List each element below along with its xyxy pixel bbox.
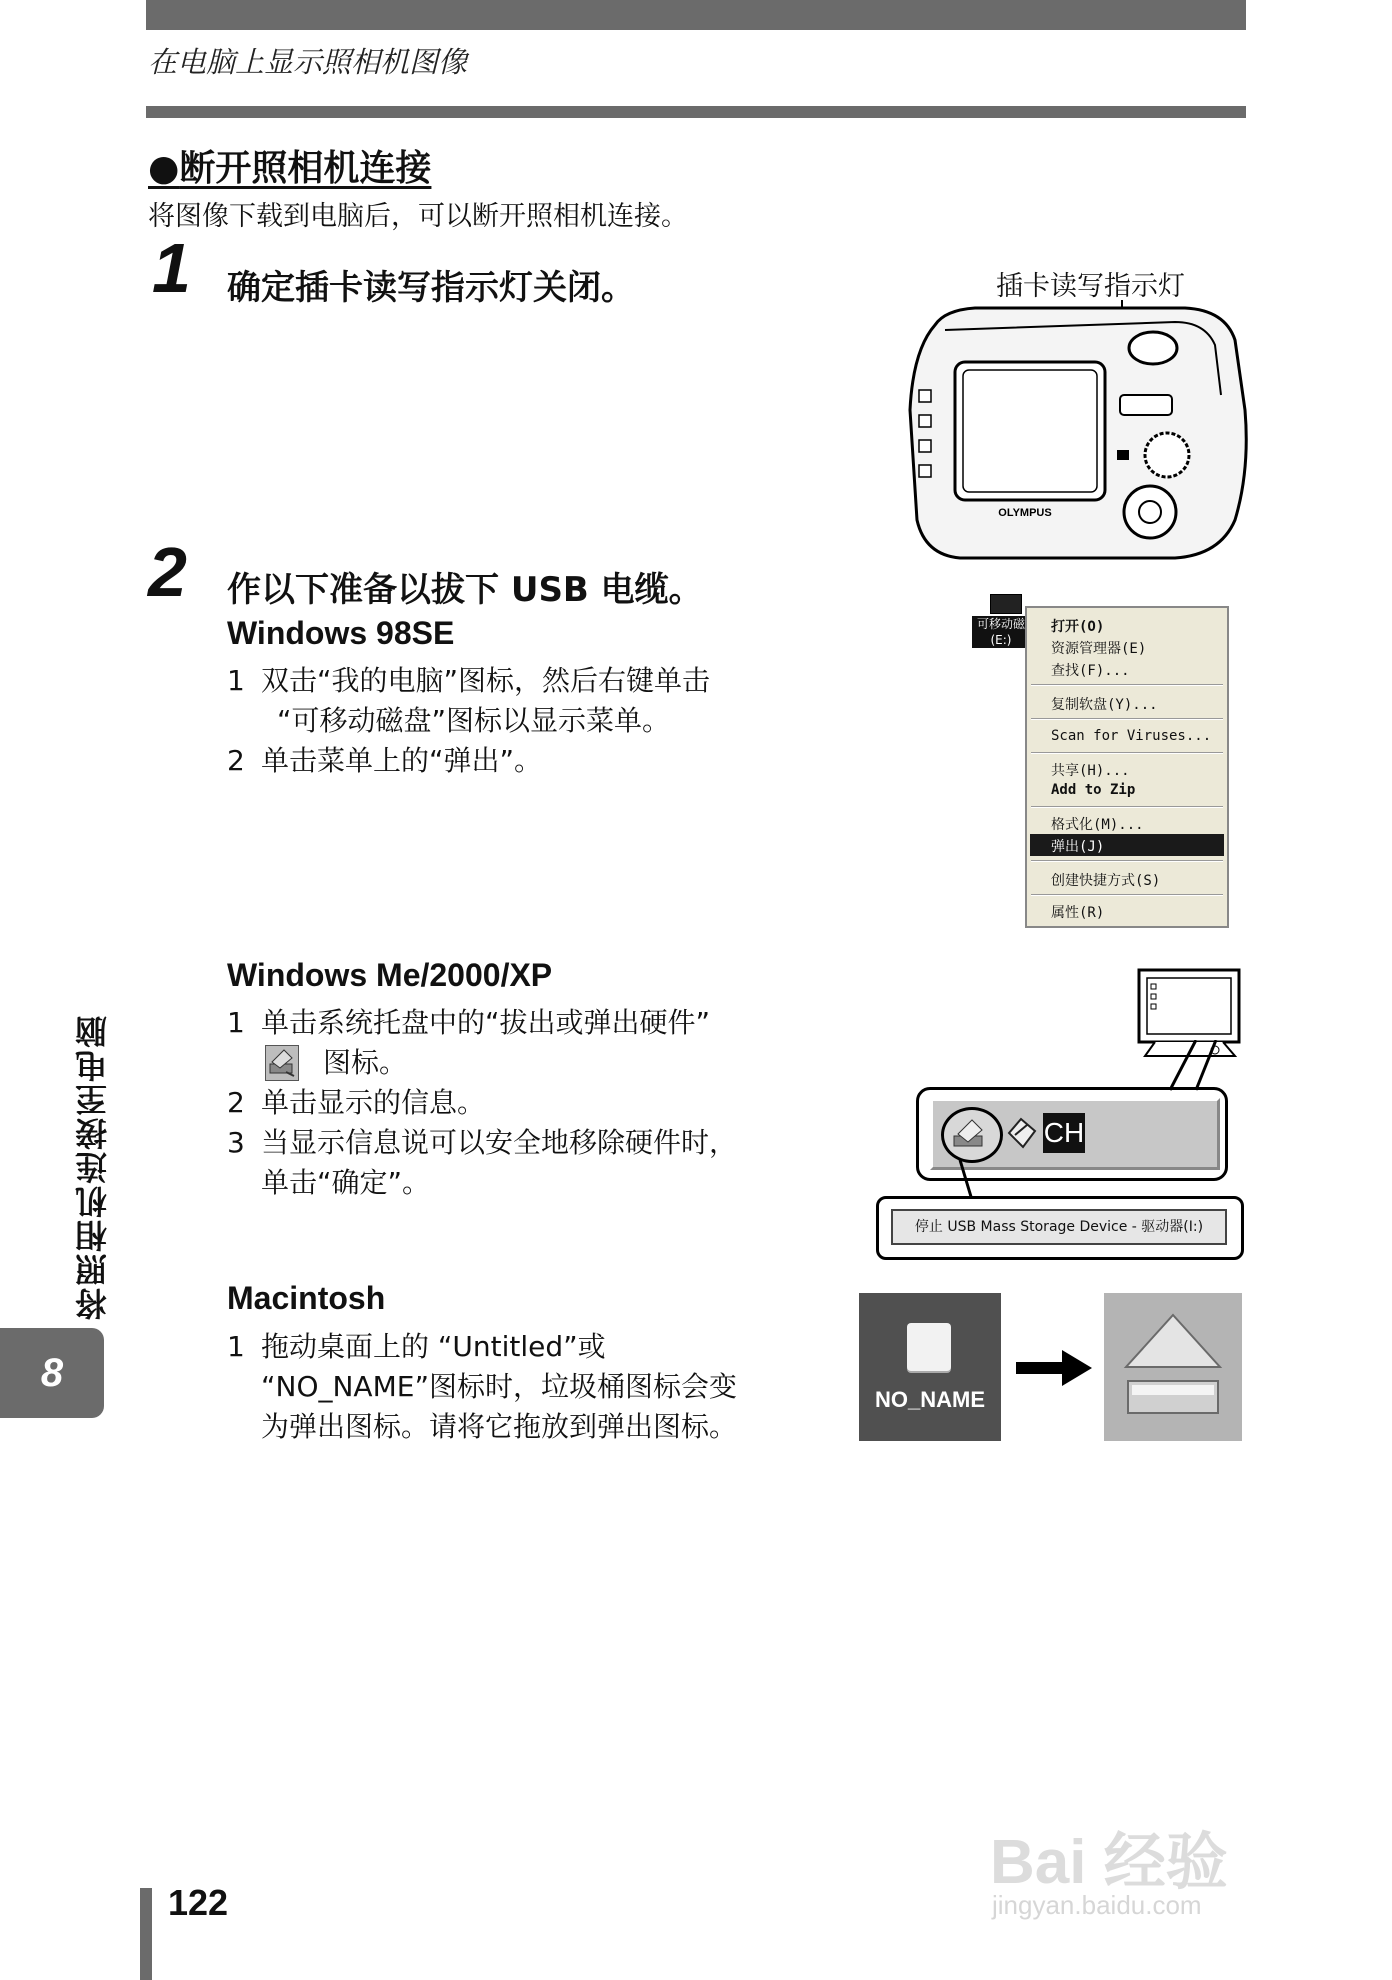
removable-disk-icon[interactable] bbox=[972, 594, 1030, 654]
watermark-brand: Bai 经验 bbox=[990, 1828, 1228, 1897]
chapter-number: 8 bbox=[40, 1351, 64, 1395]
header-title: 在电脑上显示照相机图像 bbox=[148, 45, 468, 79]
menu-separator bbox=[1031, 718, 1223, 720]
menu-separator bbox=[1031, 860, 1223, 862]
item-line: 当显示信息说可以安全地移除硬件时， bbox=[261, 1126, 738, 1159]
win98-item-1 bbox=[227, 661, 787, 741]
item-line: “NO_NAME”图标时，垃圾桶图标会变 bbox=[261, 1370, 737, 1403]
menu-item-explorer[interactable]: 资源管理器(E) bbox=[1051, 641, 1147, 657]
item-line: 单击菜单上的“弹出”。 bbox=[261, 744, 543, 777]
menu-separator bbox=[1031, 894, 1223, 896]
header-top-bar bbox=[146, 0, 1246, 30]
mac-item-1 bbox=[227, 1327, 787, 1447]
item-number: 1 bbox=[227, 1330, 245, 1363]
item-line: 双击“我的电脑”图标，然后右键单击 bbox=[261, 664, 711, 697]
item-number: 1 bbox=[227, 1006, 245, 1039]
disk-label: NO_NAME bbox=[874, 1387, 985, 1412]
context-menu bbox=[1025, 606, 1229, 928]
item-line: 为弹出图标。请将它拖放到弹出图标。 bbox=[261, 1410, 738, 1443]
win98-heading: Windows 98SE bbox=[227, 615, 455, 651]
winxp-heading: Windows Me/2000/XP bbox=[227, 957, 553, 993]
section-title-text: 断开照相机连接 bbox=[179, 148, 432, 189]
step-2-text: 作以下准备以拔下 USB 电缆。 bbox=[227, 570, 703, 610]
item-number: 3 bbox=[227, 1126, 245, 1159]
winxp-item-2 bbox=[227, 1083, 787, 1123]
unplug-eject-icon bbox=[265, 1045, 299, 1081]
menu-item-properties[interactable]: 属性(R) bbox=[1051, 905, 1105, 921]
camera-illustration bbox=[905, 300, 1250, 565]
item-line: 拖动桌面上的 “Untitled”或 bbox=[261, 1330, 606, 1363]
winxp-item-3 bbox=[227, 1123, 787, 1203]
menu-item-format[interactable]: 格式化(M)... bbox=[1051, 817, 1144, 833]
menu-item-copy-disk[interactable]: 复制软盘(Y)... bbox=[1051, 697, 1158, 713]
item-number: 1 bbox=[227, 664, 245, 697]
menu-item-eject[interactable]: 弹出(J) bbox=[1051, 839, 1105, 855]
section-intro: 将图像下载到电脑后，可以断开照相机连接。 bbox=[148, 201, 688, 232]
menu-separator bbox=[1031, 806, 1223, 808]
item-number: 2 bbox=[227, 1086, 245, 1119]
menu-item-scan[interactable]: Scan for Viruses... bbox=[1051, 728, 1212, 744]
item-line: 单击“确定”。 bbox=[261, 1166, 431, 1199]
speaker-icon[interactable] bbox=[1005, 1113, 1039, 1153]
unplug-eject-icon[interactable] bbox=[941, 1107, 1003, 1163]
step-1-number: 1 bbox=[152, 229, 191, 307]
menu-item-zip[interactable]: Add to Zip bbox=[1051, 782, 1136, 798]
menu-item-shortcut[interactable]: 创建快捷方式(S) bbox=[1051, 873, 1161, 889]
item-number: 2 bbox=[227, 744, 245, 777]
drive-label: 可移动磁 (E:) bbox=[972, 616, 1030, 648]
stop-usb-message[interactable]: 停止 USB Mass Storage Device - 驱动器(I:) bbox=[891, 1209, 1227, 1245]
camera-brand: OLYMPUS bbox=[998, 507, 1052, 519]
bullet: ● bbox=[148, 148, 180, 189]
page-number: 122 bbox=[168, 1882, 229, 1923]
mac-heading: Macintosh bbox=[227, 1280, 386, 1316]
header-bottom-bar bbox=[146, 106, 1246, 118]
eject-icon bbox=[1104, 1293, 1242, 1441]
item-line: “可移动磁盘”图标以显示菜单。 bbox=[277, 704, 671, 737]
watermark-url: jingyan.baidu.com bbox=[992, 1890, 1202, 1920]
eject-icon-panel[interactable] bbox=[1104, 1293, 1242, 1441]
no-name-disk-panel[interactable] bbox=[859, 1293, 1001, 1441]
zoom-connector bbox=[1170, 1040, 1230, 1095]
win98-item-2 bbox=[227, 741, 787, 781]
drive-icon bbox=[990, 594, 1022, 614]
menu-separator bbox=[1031, 684, 1223, 686]
step-2-number: 2 bbox=[148, 533, 187, 611]
camera-indicator-label: 插卡读写指示灯 bbox=[996, 271, 1185, 302]
item-line: 单击显示的信息。 bbox=[261, 1086, 486, 1119]
disk-icon bbox=[907, 1323, 951, 1371]
item-line: 图标。 bbox=[323, 1046, 408, 1079]
menu-separator bbox=[1031, 752, 1223, 754]
chapter-tab bbox=[0, 1328, 104, 1418]
item-line: 单击系统托盘中的“拔出或弹出硬件” bbox=[261, 1006, 711, 1039]
step-1-text: 确定插卡读写指示灯关闭。 bbox=[227, 268, 635, 308]
menu-item-share[interactable]: 共享(H)... bbox=[1051, 763, 1130, 779]
stop-usb-balloon[interactable] bbox=[876, 1196, 1244, 1260]
winxp-item-1 bbox=[227, 1003, 787, 1083]
chapter-title: 将照相机连接至电脑 bbox=[74, 1014, 112, 1320]
menu-item-find[interactable]: 查找(F)... bbox=[1051, 663, 1130, 679]
section-title bbox=[148, 140, 431, 191]
language-indicator[interactable]: CH bbox=[1043, 1113, 1085, 1153]
menu-item-open[interactable]: 打开(O) bbox=[1051, 619, 1105, 635]
footer-bar bbox=[140, 1888, 152, 1980]
arrow-right-icon bbox=[1016, 1350, 1092, 1386]
